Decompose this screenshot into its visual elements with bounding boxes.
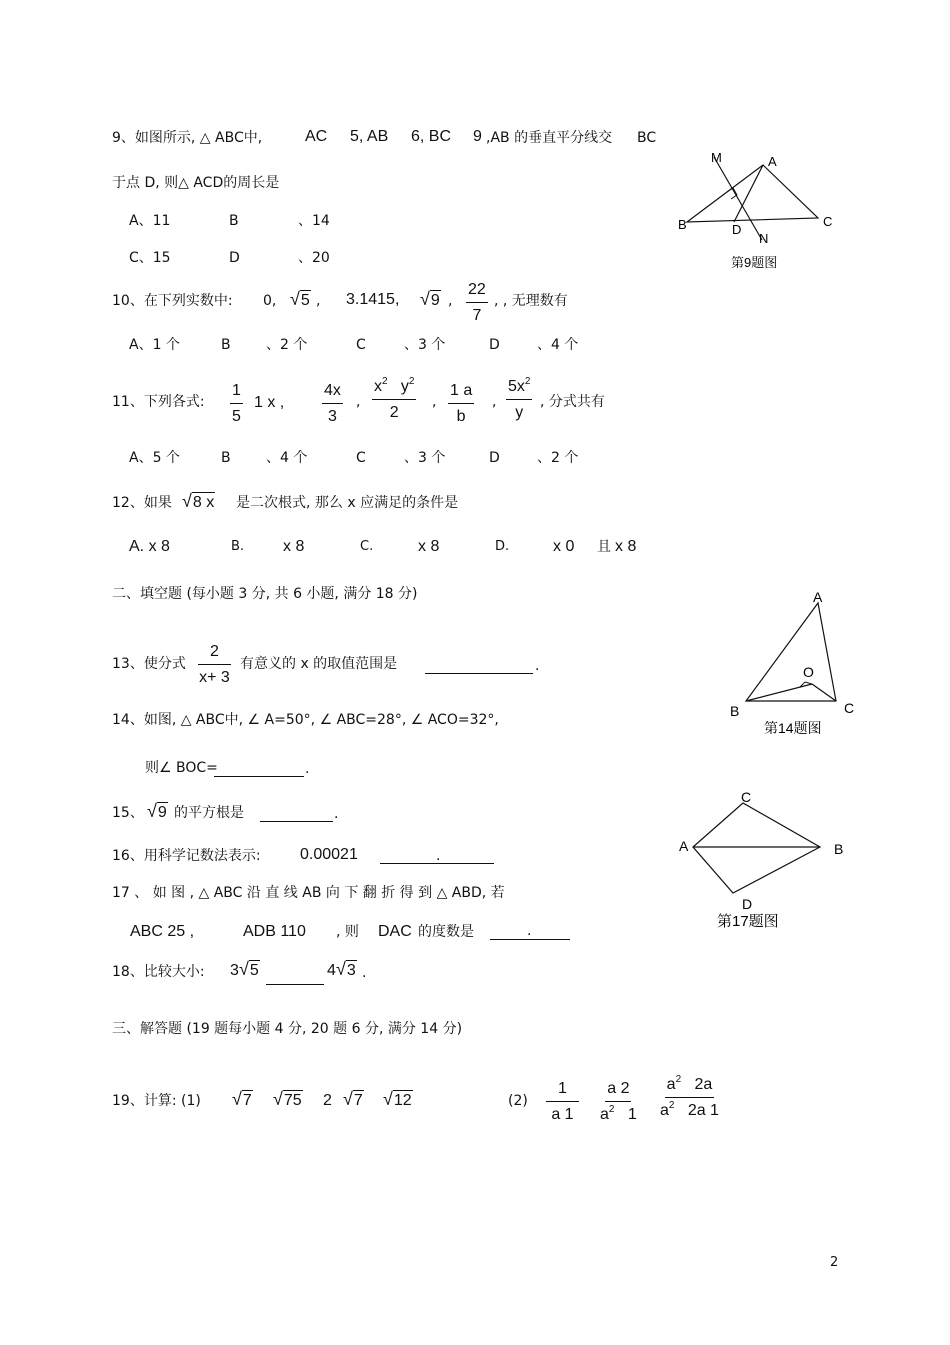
page-number: 2	[830, 1255, 839, 1270]
q9-five-ab: 5, AB	[350, 128, 389, 145]
q9-option-c: C、15	[129, 250, 171, 266]
q19-fraction-1: $\frac{1}{a 1}$	[546, 1081, 579, 1123]
q14-label-o: O	[803, 664, 814, 680]
q9-option-d-value: 、20	[298, 250, 330, 266]
q10-zero: 0,	[263, 293, 277, 309]
q10-option-c-value: 、3 个	[404, 337, 446, 353]
q12-lead: 12、如果	[112, 495, 172, 511]
q15-tail: 的平方根是	[174, 805, 244, 821]
q9-label-b: B	[678, 217, 687, 232]
q16-lead: 16、用科学记数法表示:	[112, 848, 261, 864]
q18-lead: 18、比较大小:	[112, 964, 205, 980]
q10-sqrt9: √9	[420, 289, 440, 309]
q17-label-c: C	[741, 789, 752, 805]
q9-option-b-value: 、14	[298, 213, 330, 229]
q11-option-d-value: 、2 个	[537, 450, 579, 466]
q15-answer-blank	[260, 821, 333, 822]
q14-label-c: C	[844, 700, 855, 716]
q9-label-n: N	[759, 231, 769, 246]
q17-figure-caption: 第17题图	[717, 913, 779, 930]
q11-fraction-4: $\frac{1 a}{b}$	[450, 382, 473, 425]
q10-sqrt5: √5	[290, 289, 310, 309]
q13-tail: 有意义的 x 的取值范围是	[240, 656, 398, 672]
q10-comma1: ,	[316, 293, 321, 309]
q9-option-b: B	[229, 213, 239, 229]
q12-option-c-value: x 8	[418, 538, 440, 555]
q12-option-d-and: 且	[597, 539, 611, 555]
q10-option-a: A、1 个	[129, 337, 180, 353]
q19-sqrt75: √75	[273, 1089, 302, 1109]
q9-ac: AC	[305, 128, 328, 145]
q19-sqrt7-b: √7	[343, 1089, 363, 1109]
q19-fraction-3: $\frac{a^2 2a}{a^2 2a 1}$	[660, 1074, 719, 1119]
q11-option-b: B	[221, 450, 231, 466]
q12-option-b: B.	[231, 539, 245, 554]
q9-label-a: A	[768, 154, 777, 169]
q15-lead: 15、	[112, 805, 144, 821]
q13-answer-blank	[425, 673, 533, 674]
q9-bc: BC	[637, 130, 657, 146]
q18-left-coefficient: 3	[230, 962, 239, 979]
q14-label-a: A	[813, 589, 823, 605]
q17-answer-blank	[490, 939, 570, 940]
section-3-title: 三、解答题 (19 题每小题 4 分, 20 题 6 分, 满分 14 分)	[112, 1021, 463, 1037]
q19-coefficient: 2	[323, 1092, 332, 1109]
q9-rest: ,AB 的垂直平分线交	[486, 130, 613, 146]
q12-radical: √8 x	[182, 491, 215, 511]
q15-sqrt9: √9	[147, 801, 167, 821]
q12-tail: 是二次根式, 那么 x 应满足的条件是	[236, 495, 459, 511]
q9-figure-caption: 第9题图	[731, 255, 778, 270]
q9-label-c: C	[823, 214, 833, 229]
q15-end: .	[334, 806, 339, 822]
q12-option-d-value-b: x 8	[615, 538, 637, 555]
q12-option-d-value-a: x 0	[553, 538, 575, 555]
q9-figure	[670, 145, 850, 275]
q19-part2-label: (2)	[508, 1093, 528, 1109]
q17-end: .	[527, 923, 532, 939]
q19-lead: 19、计算: (1)	[112, 1093, 201, 1109]
q11-fraction-1-tail: 1 x ,	[254, 394, 285, 411]
q18-right-coefficient: 4	[327, 962, 336, 979]
q18-left-sqrt: √5	[239, 959, 259, 979]
q12-option-b-value: x 8	[283, 538, 305, 555]
q11-fraction-2: $\frac{4x}{3}$	[324, 382, 341, 425]
q11-option-c-value: 、3 个	[404, 450, 446, 466]
q9-option-d: D	[229, 250, 240, 266]
q17-angle-abc: ABC 25 ,	[130, 923, 195, 940]
q19-sqrt12: √12	[383, 1089, 412, 1109]
q10-decimal: 3.1415,	[346, 291, 400, 308]
q10-tail: , , 无理数有	[494, 293, 568, 309]
q19-fraction-2: $\frac{a 2}{a^2 1}$	[600, 1080, 637, 1123]
q13-end: .	[535, 658, 540, 674]
q9-line1: 9、如图所示, △ ABC中,	[112, 130, 263, 146]
q9-line2: 于点 D, 则△ ACD的周长是	[112, 175, 280, 191]
q14-figure-caption: 第14题图	[764, 720, 822, 736]
q10-fraction: $\frac{22}{7}$	[468, 281, 486, 324]
q13-lead: 13、使分式	[112, 656, 186, 672]
q11-lead: 11、下列各式:	[112, 394, 205, 410]
q9-option-a: A、11	[129, 213, 171, 229]
q14-line1: 14、如图, △ ABC中, ∠ A=50°, ∠ ABC=28°, ∠ ACO=32°,	[112, 712, 499, 728]
q9-label-m: M	[711, 150, 722, 165]
q10-option-d: D	[489, 337, 500, 353]
q16-end: .	[436, 848, 441, 864]
q17-tail: 的度数是	[418, 924, 474, 940]
q14-line2: 则∠ BOC=	[145, 760, 218, 776]
q17-figure	[670, 785, 860, 935]
q9-nine: 9	[473, 128, 482, 145]
q17-angle-dac: DAC	[378, 923, 412, 940]
q11-option-b-value: 、4 个	[266, 450, 308, 466]
q14-answer-blank	[214, 776, 304, 777]
q18-answer-blank	[266, 984, 324, 985]
q18-right-sqrt: √3	[336, 959, 356, 979]
q17-angle-adb: ADB 110	[243, 923, 306, 940]
q12-option-a: A. x 8	[129, 538, 170, 555]
q10-lead: 10、在下列实数中:	[112, 293, 233, 309]
q11-option-d: D	[489, 450, 500, 466]
q11-fraction-5: $\frac{5x^2}{y}$	[508, 376, 531, 421]
q11-fraction-1: $\frac{1}{5}$	[232, 382, 241, 425]
q10-option-b-value: 、2 个	[266, 337, 308, 353]
q10-option-d-value: 、4 个	[537, 337, 579, 353]
q11-option-a: A、5 个	[129, 450, 180, 466]
q12-option-d: D.	[495, 539, 510, 554]
q11-tail: , 分式共有	[540, 394, 605, 410]
q17-label-b: B	[834, 841, 844, 857]
section-2-title: 二、填空题 (每小题 3 分, 共 6 小题, 满分 18 分)	[112, 586, 418, 602]
q9-six-bc: 6, BC	[411, 128, 452, 145]
q19-sqrt7-a: √7	[232, 1089, 252, 1109]
q14-end: .	[305, 761, 310, 777]
q17-label-d: D	[742, 896, 753, 912]
q18-end: .	[362, 965, 367, 981]
q16-value: 0.00021	[300, 846, 358, 863]
q13-fraction: $\frac{2}{x+ 3}$	[199, 643, 230, 686]
q14-figure	[720, 585, 870, 745]
q17-label-a: A	[679, 838, 689, 854]
q11-option-c: C	[356, 450, 366, 466]
q9-label-d: D	[732, 222, 742, 237]
q17-then: , 则	[336, 924, 359, 940]
q10-comma2: ,	[448, 293, 453, 309]
q17-line1: 17 、 如 图 , △ ABC 沿 直 线 AB 向 下 翻 折 得 到 △ ABD, 若	[112, 885, 505, 901]
q11-fraction-3: $\frac{x^2 y^2}{2}$	[374, 376, 415, 421]
q10-option-b: B	[221, 337, 231, 353]
q14-label-b: B	[730, 703, 740, 719]
q10-option-c: C	[356, 337, 366, 353]
q12-option-c: C.	[360, 539, 374, 554]
